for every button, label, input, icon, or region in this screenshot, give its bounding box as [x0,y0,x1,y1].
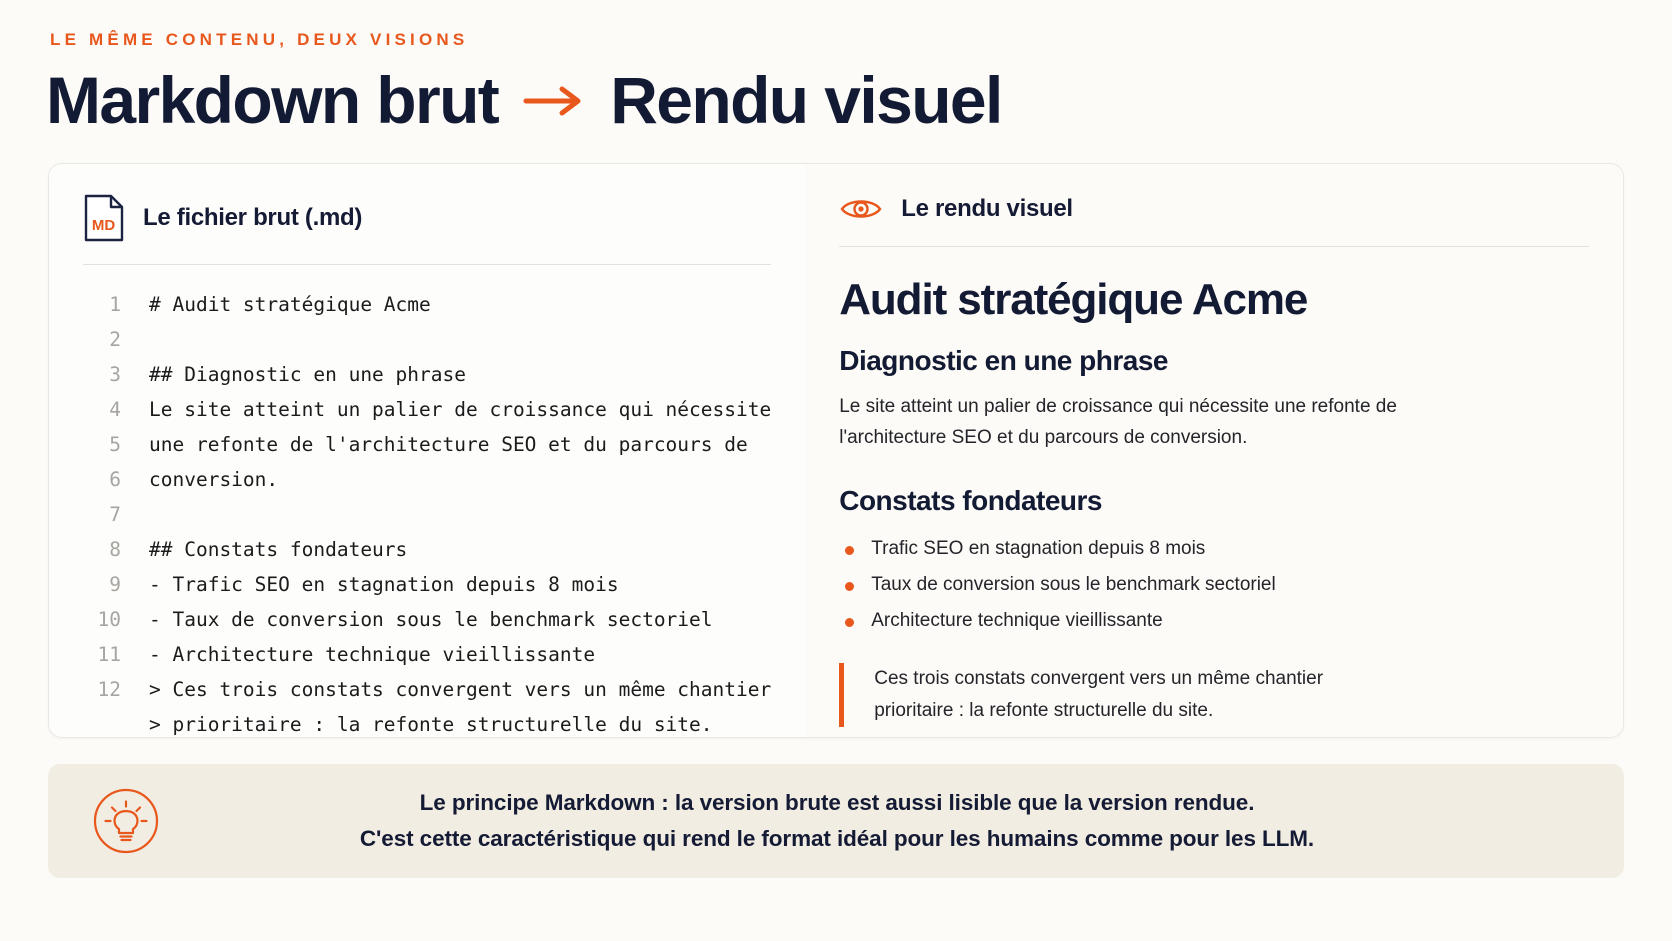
code-line-number: 10 [97,608,121,632]
list-item: Architecture technique vieillissante [839,603,1589,639]
comparison-card [48,163,1624,738]
raw-markdown-pane [49,164,805,737]
rendered-h1: Audit stratégique Acme [839,275,1308,325]
code-line [87,497,771,532]
code-line [87,567,771,602]
markdown-code-block[interactable] [83,287,771,738]
code-line-number: 8 [109,538,121,562]
code-line-text: conversion. [149,468,279,492]
code-line [87,427,771,462]
rendered-blockquote: Ces trois constats convergent vers un même chantier prioritaire : la refonte structurelle du site. [839,663,1379,727]
list-item: Trafic SEO en stagnation depuis 8 mois [839,531,1589,567]
eye-icon [839,194,883,224]
code-line-number: 5 [109,433,121,457]
code-line [87,602,771,637]
rendered-bullet-list [839,531,1589,639]
code-line [87,462,771,497]
code-line-text: > prioritaire : la refonte structurelle du site. [149,713,713,737]
code-line [87,707,771,738]
rendered-h2-constats: Constats fondateurs [839,485,1102,517]
rendered-paragraph: Le site atteint un palier de croissance qui nécessite une refonte de l'architecture SEO et du parcours de conversion. [839,396,1397,449]
code-line [87,357,771,392]
rendered-preview-pane [805,164,1623,737]
rendered-pane-title: Le rendu visuel [901,195,1073,223]
code-line-number: 11 [97,643,121,667]
code-line-text: ## Diagnostic en une phrase [149,363,466,387]
page-header [48,0,1624,135]
code-line [87,392,771,427]
page-title-left: Markdown brut [46,63,499,137]
arrow-right-icon [522,81,586,121]
code-line-text: # Audit stratégique Acme [149,293,431,317]
code-line-text: Le site atteint un palier de croissance qui nécessite [149,398,772,422]
code-line [87,322,771,357]
code-line-number: 4 [109,398,121,422]
svg-text:MD: MD [91,217,116,235]
principle-banner [48,764,1624,878]
code-line-number: 7 [109,503,121,527]
code-line-text: > Ces trois constats convergent vers un même chantier [149,678,772,702]
code-line [87,637,771,672]
banner-line-2: C'est cette caractéristique qui rend le format idéal pour les humains comme pour les LLM. [359,826,1315,852]
code-line [87,532,771,567]
rendered-pane-divider [839,246,1589,247]
code-line-number: 12 [97,678,121,702]
rendered-pane-header [839,194,1589,246]
raw-pane-divider [83,264,771,265]
code-line-number: 3 [109,363,121,387]
page-title-right: Rendu visuel [610,63,1002,137]
md-file-icon [83,194,125,242]
raw-pane-title: Le fichier brut (.md) [143,204,363,232]
raw-pane-header [83,194,771,264]
code-line-number: 9 [109,573,121,597]
code-line-text: - Architecture technique vieillissante [149,643,596,667]
eyebrow-label: LE MÊME CONTENU, DEUX VISIONS [50,30,469,49]
rendered-h2-diagnostic: Diagnostic en une phrase [839,345,1168,377]
code-line-number: 2 [109,328,121,352]
rendered-document [839,269,1589,727]
list-item: Taux de conversion sous le benchmark sectoriel [839,567,1589,603]
banner-line-1: Le principe Markdown : la version brute est aussi lisible que la version rendue. [419,790,1255,816]
code-line-text: - Taux de conversion sous le benchmark sectoriel [149,608,713,632]
lightbulb-icon [90,785,162,857]
banner-text [162,785,1582,857]
code-line-number [87,707,149,738]
code-line-text: - Trafic SEO en stagnation depuis 8 mois [149,573,619,597]
page-title [46,63,1624,137]
code-line-text: ## Constats fondateurs [149,538,408,562]
code-line [87,287,771,322]
code-line [87,672,771,707]
code-line-text: une refonte de l'architecture SEO et du parcours de [149,433,748,457]
code-line-number: 6 [109,468,121,492]
code-line-number: 1 [109,293,121,317]
